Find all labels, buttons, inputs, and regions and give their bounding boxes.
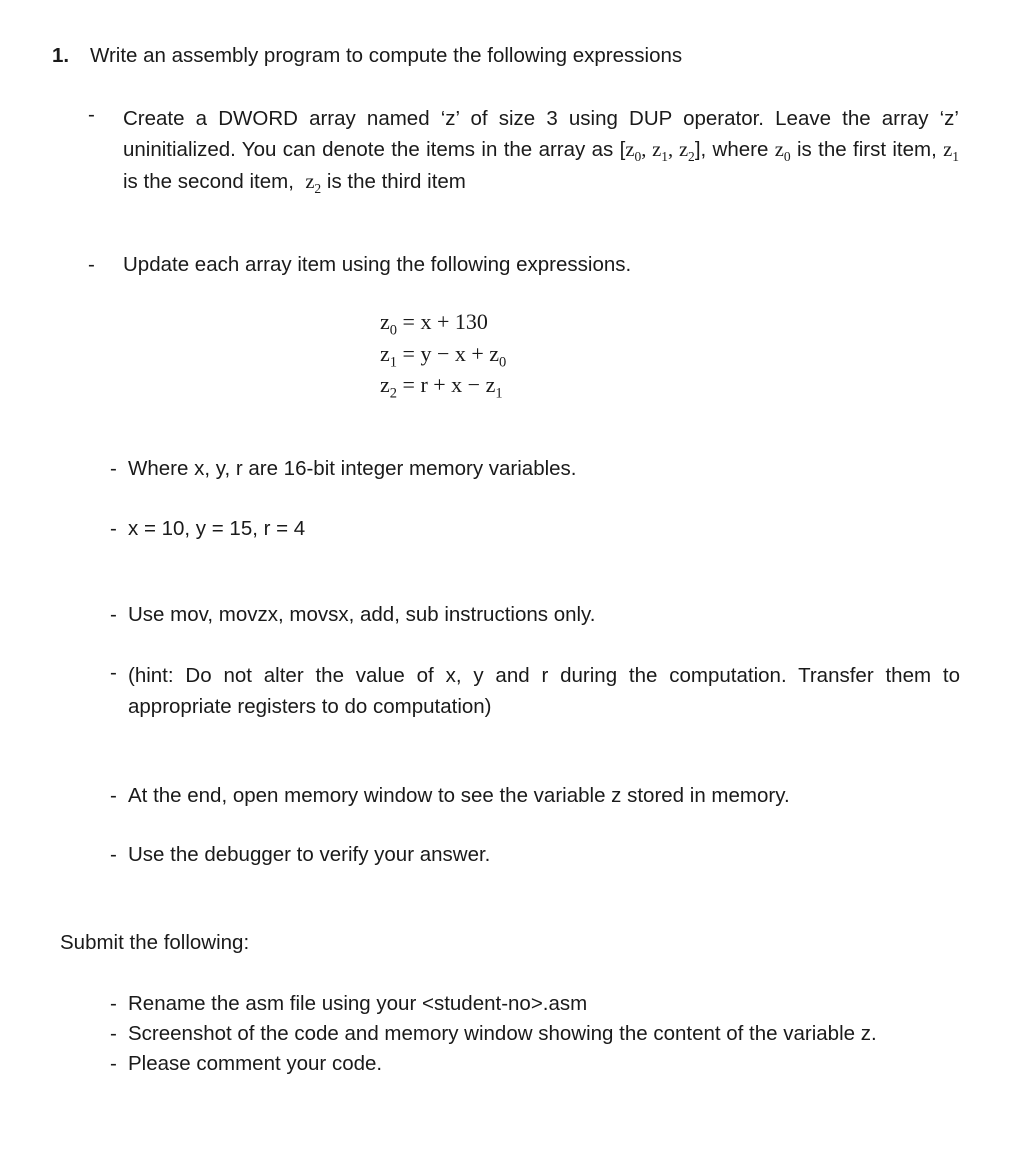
equation-line-2: $z_1 = y - x + z_0$ (380, 340, 507, 370)
note-memory-window (110, 784, 790, 808)
question-title: Write an assembly program to compute the following expressions (90, 44, 683, 67)
note-text: Use mov, movzx, movsx, add, sub instructions only. (128, 603, 596, 626)
bullet-marker: - (110, 517, 117, 540)
submit-item-text: Rename the asm file using your <student-no>.asm (128, 992, 588, 1015)
bullet-marker: - (110, 784, 117, 807)
bullet-marker: - (110, 457, 117, 480)
note-variables (110, 457, 577, 481)
bullet-marker: - (110, 603, 117, 626)
question-heading (52, 44, 682, 68)
bullet-create-array: Create a DWORD array named ‘z’ of size 3 using DUP operator. Leave the array ‘z’ uninitialized. You can denote the items in the array as [$z_0$, $z_1$, $z_2$], where $z_0$ is the first item, $z_1$ is the second item, $z_2$ is the third item (123, 107, 960, 197)
equation-line-1: $z_0 = x + 130$ (380, 309, 488, 339)
note-values (110, 517, 305, 541)
equations-block (380, 306, 506, 401)
math-z0: $z_0$ (625, 139, 642, 165)
math-z0: $z_0$ (774, 139, 791, 165)
note-text: At the end, open memory window to see the variable z stored in memory. (128, 784, 790, 807)
submit-heading: Submit the following: (60, 931, 250, 954)
submit-item-text: Please comment your code. (128, 1052, 383, 1075)
bullet-marker: - (88, 103, 95, 126)
note-text: x = 10, y = 15, r = 4 (128, 517, 306, 540)
note-hint (110, 661, 960, 722)
bullet-create-text: Create a DWORD array named ‘z’ of size 3 using DUP operator. Leave the array ‘z’ uninitialized. You can denote the items in the array as [ (123, 107, 959, 161)
bullet-update: Update each array item using the following expressions. (123, 253, 632, 276)
note-debugger (110, 843, 490, 867)
math-z2: $z_2$ (678, 139, 695, 165)
question-number: 1. (52, 44, 70, 67)
note-text: Use the debugger to verify your answer. (128, 843, 491, 866)
equation-line-3: $z_2 = r + x - z_1$ (380, 372, 503, 402)
bullet-marker: - (110, 992, 117, 1015)
bullet-marker: - (88, 253, 95, 276)
bullet-marker: - (110, 1052, 117, 1075)
math-z1: $z_1$ (652, 139, 669, 165)
submit-item-comment (110, 1052, 382, 1076)
math-z1: $z_1$ (943, 139, 960, 165)
math-z2: $z_2$ (305, 171, 322, 197)
bullet-marker: - (110, 661, 117, 684)
bullet-marker: - (110, 843, 117, 866)
note-text: (hint: Do not alter the value of x, y and r during the computation. Transfer them to appropriate registers to do computation) (128, 664, 960, 718)
submit-item-rename (110, 992, 587, 1016)
submit-item-screenshot (110, 1022, 877, 1046)
note-instructions (110, 603, 596, 627)
note-text: Where x, y, r are 16-bit integer memory variables. (128, 457, 577, 480)
submit-item-text: Screenshot of the code and memory window showing the content of the variable z. (128, 1022, 877, 1045)
bullet-marker: - (110, 1022, 117, 1045)
